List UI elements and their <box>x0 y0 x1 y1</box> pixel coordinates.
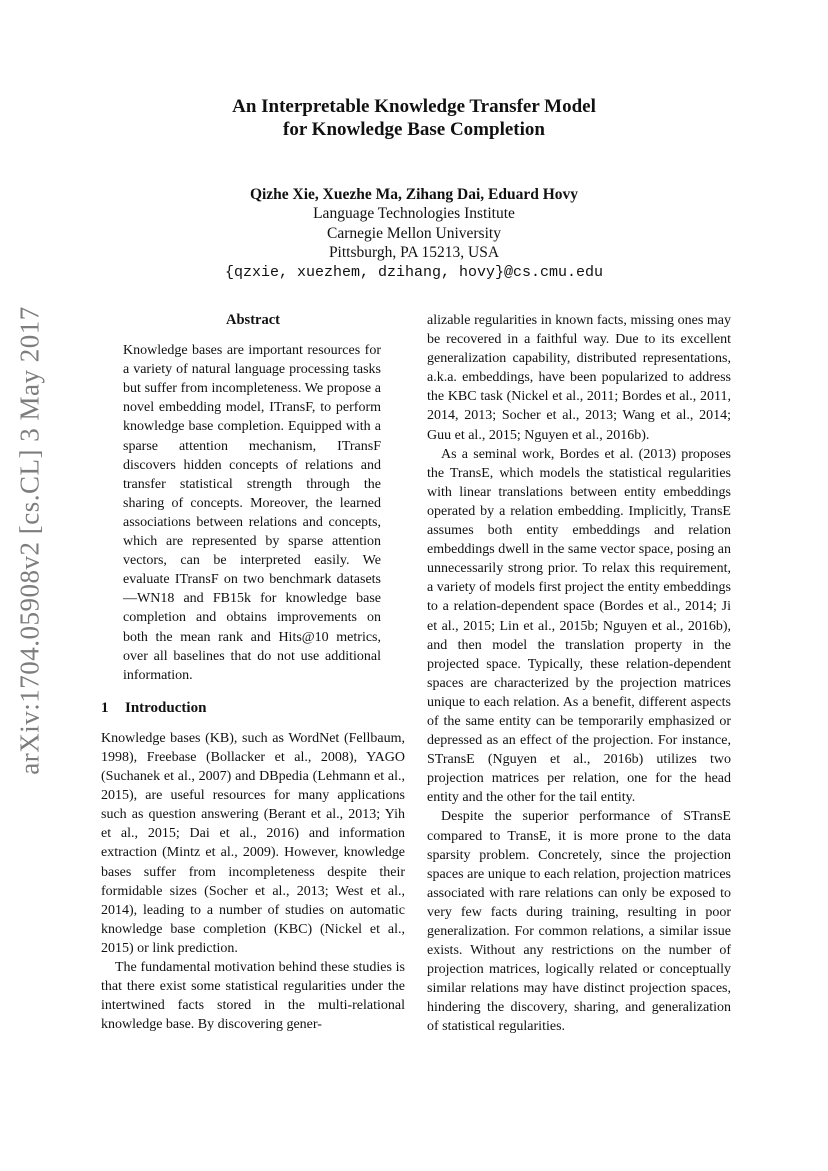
intro-paragraph-1: Knowledge bases (KB), such as WordNet (Fellbaum, 1998), Freebase (Bollacker et al., 2008), YAGO (Suchanek et al., 2007) and DBpedia (Lehmann et al., 2015), are useful resources for many applications such as question answering (Berant et al., 2013; Yih et al., 2015; Dai et al., 2016) and information extraction (Mintz et al., 2009). However, knowledge bases suffer from incompleteness despite their formidable sizes (Socher et al., 2013; West et al., 2014), leading to a number of studies on automatic knowledge base completion (KBC) (Nickel et al., 2015) or link prediction. <box>101 730 405 956</box>
paper-header <box>0 95 828 283</box>
intro-paragraph-4: Despite the superior performance of STransE compared to TransE, it is more prone to the data sparsity problem. Concretely, since the projection spaces are unique to each relation, projection matrices associated with rare relations can only be exposed to very few facts during training, resulting in poor generalization. For common relations, a similar issue exists. Without any restrictions on the number of projection matrices, logically related or conceptually similar relations may have distinct projection spaces, hindering the discovery, sharing, and generalization of statistical regularities. <box>427 809 731 1035</box>
left-column <box>101 311 405 1034</box>
arxiv-identifier: arXiv:1704.05908v2 [cs.CL] 3 May 2017 <box>14 305 45 775</box>
section-title: Introduction <box>125 699 207 716</box>
paper-title <box>0 95 828 141</box>
title-line-1: An Interpretable Knowledge Transfer Model <box>232 96 596 117</box>
abstract-heading: Abstract <box>226 312 280 328</box>
title-line-2: for Knowledge Base Completion <box>283 119 545 140</box>
affiliation-address: Pittsburgh, PA 15213, USA <box>328 244 500 261</box>
section-heading-introduction <box>101 699 405 718</box>
right-column <box>427 311 731 1037</box>
author-emails: {qzxie, xuezhem, dzihang, hovy}@cs.cmu.edu <box>224 263 604 281</box>
author-list: Qizhe Xie, Xuezhe Ma, Zihang Dai, Eduard Hovy <box>249 186 579 203</box>
intro-paragraph-3: As a seminal work, Bordes et al. (2013) proposes the TransE, which models the statistical regularities with linear translations between entity embeddings operated by a relation embedding. Implicitly, TransE assumes both entity embeddings and relation embeddings dwell in the same vector space, posing an unnecessarily strong prior. To relax this requirement, a variety of models first project the entity embeddings to a relation-dependent space (Bordes et al., 2014; Ji et al., 2015; Lin et al., 2015b; Nguyen et al., 2016b), and then model the translation property in the projected space. Typically, these relation-dependent spaces are characterized by the projection matrices unique to each relation. As a benefit, different aspects of the same entity can be temporarily emphasized or depressed as an effect of the projection. For instance, STransE (Nguyen et al., 2016b) utilizes two projection matrices per relation, one for the head entity and the other for the tail entity. <box>427 446 731 806</box>
intro-paragraph-2-continued: alizable regularities in known facts, missing ones may be recovered in a faithful way. Due to its excellent generalization capability, distributed representations, a.k.a. embeddings, have been popularized to address the KBC task (Nickel et al., 2011; Bordes et al., 2011, 2014, 2013; Socher et al., 2013; Wang et al., 2014; Guu et al., 2015; Nguyen et al., 2016b). <box>427 313 731 443</box>
section-number: 1 <box>101 699 109 716</box>
intro-paragraph-2: The fundamental motivation behind these studies is that there exist some statistical regularities under the intertwined facts stored in the multi-relational knowledge base. By discovering gener- <box>101 960 405 1033</box>
affiliation-institute: Language Technologies Institute <box>313 205 515 222</box>
abstract-text: Knowledge bases are important resources for a variety of natural language processing tasks but suffer from incompleteness. We propose a novel embedding model, ITransF, to perform knowledge base completion. Equipped with a sparse attention mechanism, ITransF discovers hidden concepts of relations and transfer statistical strength through the sharing of concepts. Moreover, the learned associations between relations and concepts, which are represented by sparse attention vectors, can be interpreted easily. We evaluate ITransF on two benchmark datasets—WN18 and FB15k for knowledge base completion and obtains improvements on both the mean rank and Hits@10 metrics, over all baselines that do not use additional information. <box>123 343 381 683</box>
affiliation-university: Carnegie Mellon University <box>327 224 501 242</box>
